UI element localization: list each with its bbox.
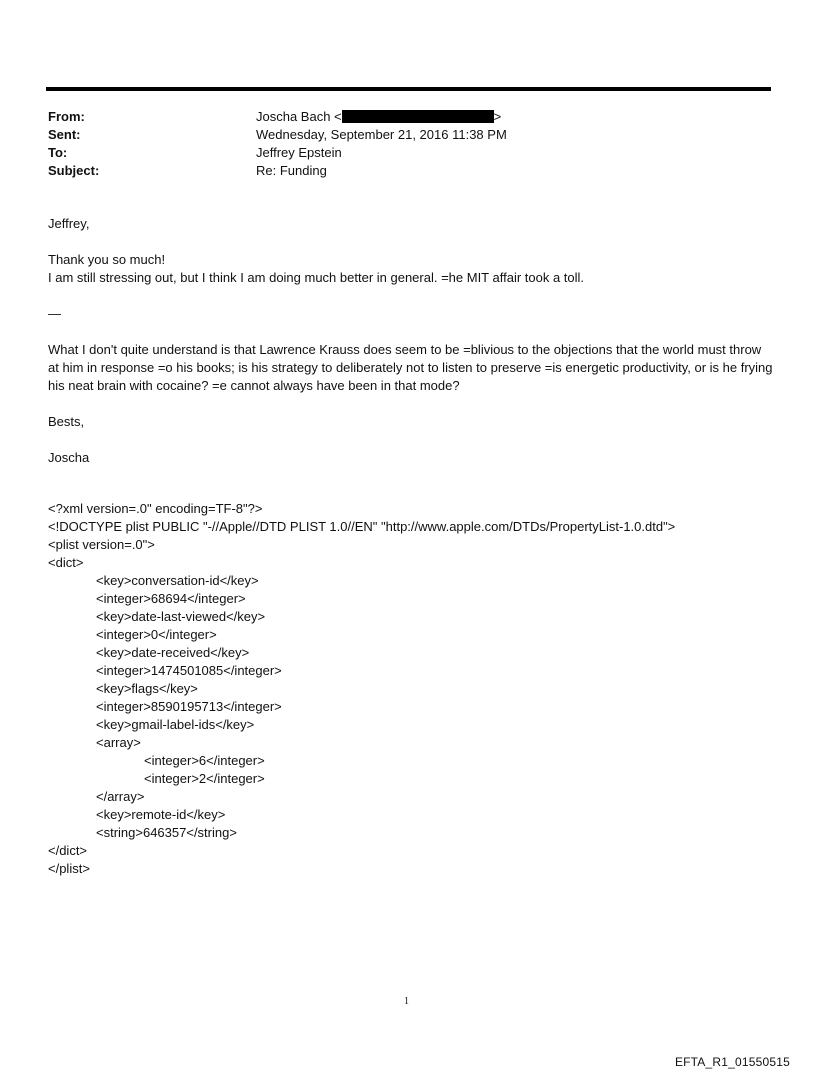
body-line-1: Thank you so much! [48,252,166,267]
separator-dash: — [48,306,61,321]
plist-entry: <integer>1474501085</integer> [96,663,282,678]
from-row [48,108,507,126]
email-header [48,108,507,180]
redaction-block [342,110,494,123]
array-item: <integer>6</integer> [144,753,265,768]
plist-entry: <integer>0</integer> [96,627,217,642]
page-number: 1 [404,996,409,1007]
signoff: Bests, [48,414,85,429]
doctype-line: <!DOCTYPE plist PUBLIC "-//Apple//DTD PLIST 1.0//EN" "http://www.apple.com/DTDs/PropertyList-1.0.dtd"> [48,519,676,534]
plist-entry: <key>date-received</key> [96,645,250,660]
dict-open: <dict> [48,555,84,570]
array-item: <integer>2</integer> [144,771,265,786]
body-paragraph: What I don't quite understand is that Lawrence Krauss does seem to be =blivious to the objections that the world must throw at him in response =o his books; is his strategy to deliberately not to listen to preserve =is energetic productivity, or is he frying his neat brain with cocaine? =e cannot always have been in that mode? [48,342,773,393]
bates-number: EFTA_R1_01550515 [674,1055,790,1069]
plist-block [48,500,675,878]
plist-entry: <key>date-last-viewed</key> [96,609,266,624]
plist-entry: <string>646357</string> [96,825,237,840]
body-line-2: I am still stressing out, but I think I am doing much better in general. =he MIT affair took a toll. [48,270,585,285]
to-label: To: [48,145,68,160]
sent-row [48,126,507,144]
plist-entry: <array> [96,735,141,750]
plist-entry: <key>remote-id</key> [96,807,226,822]
greeting: Jeffrey, [48,216,90,231]
plist-entry: <integer>68694</integer> [96,591,246,606]
from-close: > [493,109,502,124]
email-body [48,215,773,467]
signature: Joscha [48,450,90,465]
to-value: Jeffrey Epstein [256,145,342,160]
plist-open: <plist version=.0"> [48,537,155,552]
sent-value: Wednesday, September 21, 2016 11:38 PM [256,127,507,142]
header-divider [46,87,771,91]
plist-close: </plist> [48,861,90,876]
subject-label: Subject: [48,163,100,178]
to-row [48,144,507,162]
from-name: Joscha Bach < [256,109,342,124]
plist-entry: </array> [96,789,145,804]
subject-value: Re: Funding [256,163,327,178]
subject-row [48,162,507,180]
plist-entry: <key>gmail-label-ids</key> [96,717,255,732]
from-value [256,108,501,126]
sent-label: Sent: [48,127,81,142]
plist-entry: <key>conversation-id</key> [96,573,259,588]
xml-declaration: <?xml version=.0" encoding=TF-8"?> [48,501,263,516]
from-label: From: [48,109,85,124]
plist-entry: <integer>8590195713</integer> [96,699,282,714]
dict-close: </dict> [48,843,88,858]
plist-entry: <key>flags</key> [96,681,198,696]
